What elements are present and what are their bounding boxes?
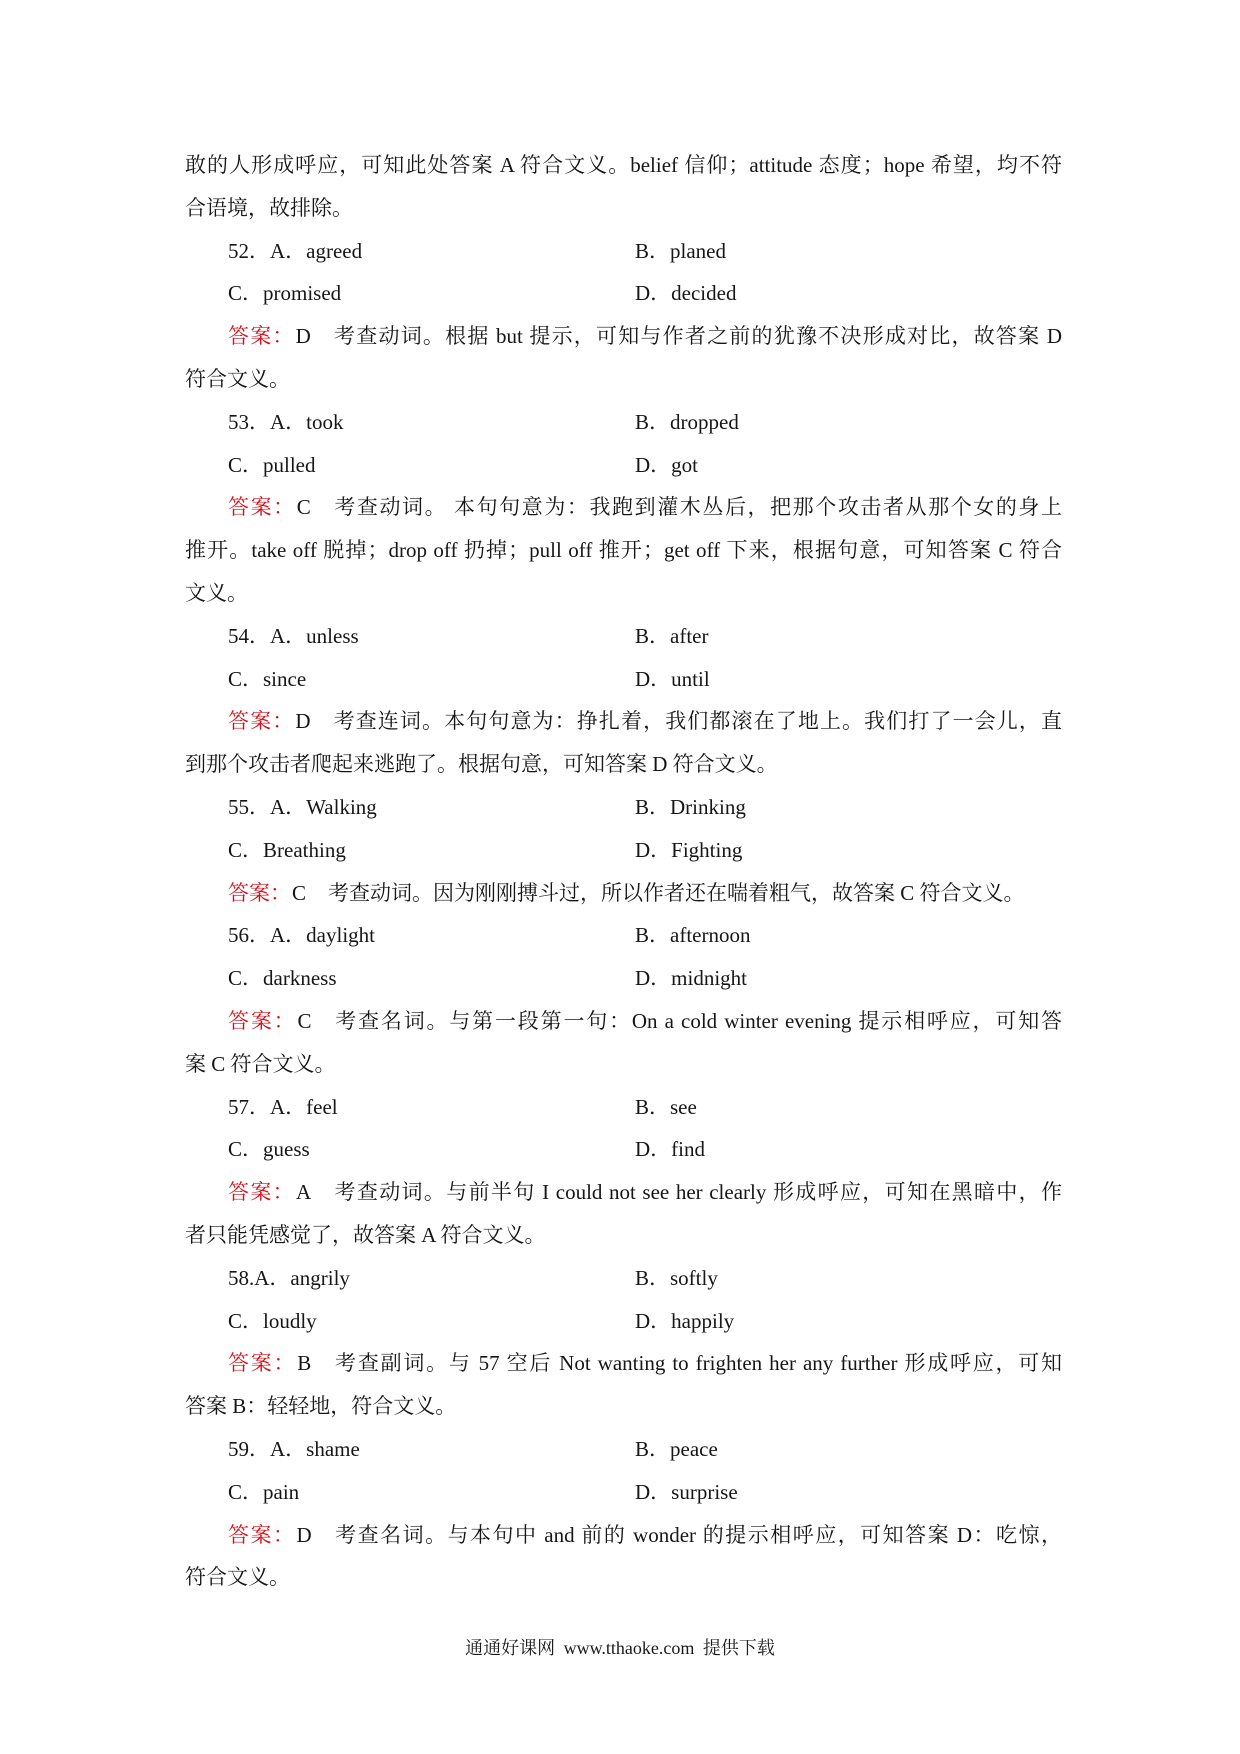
- answer-label: 答案：: [228, 324, 295, 349]
- option-d: D．find: [635, 1137, 705, 1162]
- option-row: [185, 914, 1062, 957]
- answer-key: D: [295, 709, 311, 734]
- option-b: B．Drinking: [635, 794, 746, 819]
- option-row: [185, 401, 1062, 444]
- option-c: C．guess: [228, 1137, 310, 1162]
- option-row: [185, 658, 1062, 701]
- continued-paragraph: [185, 144, 1062, 230]
- answer-label: 答案：: [228, 709, 295, 734]
- option-a: [228, 914, 375, 957]
- option-d: D．got: [635, 452, 698, 477]
- explanation-text: 到那个攻击者爬起来逃跑了。根据句意，可知答案 D 符合文义。: [185, 752, 778, 777]
- answer-label: 答案：: [228, 1522, 296, 1547]
- option-a-text: A．took: [270, 409, 344, 434]
- answer-line: [185, 1000, 1062, 1043]
- answer-line: [185, 1514, 1062, 1557]
- option-c: C．Breathing: [228, 837, 346, 862]
- option-a-text: A．feel: [270, 1094, 338, 1119]
- option-a-text: A．shame: [270, 1436, 360, 1461]
- question-block: [185, 786, 1062, 914]
- answer-key: A: [296, 1180, 312, 1205]
- option-a-text: A．Walking: [270, 794, 377, 819]
- answer-key: C: [292, 880, 307, 905]
- answer-line: [185, 1171, 1062, 1214]
- paragraph-line: [185, 187, 1062, 230]
- option-row: [185, 1471, 1062, 1514]
- question-block: [185, 914, 1062, 1085]
- option-d: D．midnight: [635, 966, 748, 991]
- question-block: [185, 1257, 1062, 1428]
- question-number: 54．: [228, 623, 270, 648]
- option-row: [185, 1128, 1062, 1171]
- option-row: [185, 444, 1062, 487]
- option-c: C．pain: [228, 1479, 300, 1504]
- question-block: [185, 1428, 1062, 1599]
- answer-key: B: [297, 1351, 312, 1376]
- answer-line: [185, 1342, 1062, 1385]
- explanation-text: 符合文义。: [185, 1565, 290, 1590]
- question-block: [185, 230, 1062, 401]
- explanation-text: 者只能凭感觉了，故答案 A 符合文义。: [185, 1222, 546, 1247]
- question-block: [185, 1086, 1062, 1257]
- explanation-line: [185, 1043, 1062, 1086]
- explanation-text: 推开。take off 脱掉；drop off 扔掉；pull off 推开；get off 下来，根据句意，可知答案 C 符合: [185, 538, 1062, 563]
- option-c: C．pulled: [228, 452, 316, 477]
- explanation-text: 考查动词。因为刚刚搏斗过，所以作者还在喘着粗气，故答案 C 符合文义。: [328, 880, 1025, 905]
- option-d: D．Fighting: [635, 837, 743, 862]
- option-d: D．happily: [635, 1308, 735, 1333]
- explanation-text: 考查动词。与前半句 I could not see her clearly 形成呼应，可知在黑暗中，作: [333, 1180, 1063, 1205]
- explanation-line: [185, 358, 1062, 401]
- explanation-line: [185, 1556, 1062, 1599]
- explanation-text: 符合文义。: [185, 366, 290, 391]
- option-b: B．after: [635, 623, 709, 648]
- question-number: 55．: [228, 794, 270, 819]
- answer-line: [185, 872, 1062, 915]
- question-number: 57．: [228, 1094, 270, 1119]
- question-number: 56．: [228, 923, 270, 948]
- explanation-line: [185, 743, 1062, 786]
- question-number: 59．: [228, 1436, 270, 1461]
- option-a: [228, 786, 377, 829]
- answer-label: 答案：: [228, 1008, 297, 1033]
- option-c: C．darkness: [228, 966, 337, 991]
- explanation-text: 考查连词。本句句意为：挣扎着，我们都滚在了地上。我们打了一会儿，直: [332, 709, 1063, 734]
- option-row: [185, 272, 1062, 315]
- answer-label: 答案：: [228, 495, 296, 520]
- option-row: [185, 615, 1062, 658]
- option-b: B．peace: [635, 1436, 718, 1461]
- option-b: B．afternoon: [635, 923, 751, 948]
- question-block: [185, 615, 1062, 786]
- answer-label: 答案：: [228, 1180, 296, 1205]
- option-row: [185, 1257, 1062, 1300]
- answer-explanation-body: [185, 144, 1062, 1599]
- page-footer: 通通好课网 www.tthaoke.com 提供下载: [465, 1638, 775, 1658]
- question-block: [185, 401, 1062, 615]
- answer-key: D: [296, 1522, 312, 1547]
- option-a: [228, 1086, 338, 1129]
- answer-line: [185, 315, 1062, 358]
- question-number: 53．: [228, 409, 270, 434]
- answer-label: 答案：: [228, 1351, 297, 1376]
- option-a: [228, 1257, 350, 1300]
- answer-line: [185, 486, 1062, 529]
- option-a-text: A．agreed: [270, 238, 363, 263]
- explanation-text: 答案 B：轻轻地，符合文义。: [185, 1394, 457, 1419]
- explanation-text: 文义。: [185, 580, 248, 605]
- option-a-text: A．unless: [270, 623, 359, 648]
- answer-label: 答案：: [228, 880, 291, 905]
- option-a: [228, 1428, 360, 1471]
- explanation-text: 考查名词。与第一段第一句：On a cold winter evening 提示相呼应，可知答: [333, 1008, 1063, 1033]
- option-a: [228, 230, 362, 273]
- option-c: C．promised: [228, 281, 342, 306]
- option-a-text: A．angrily: [254, 1265, 350, 1290]
- explanation-line: [185, 1385, 1062, 1428]
- explanation-text: 考查动词。 本句句意为：我跑到灌木丛后，把那个攻击者从那个女的身上: [332, 495, 1063, 520]
- paragraph-line: [185, 144, 1062, 187]
- explanation-line: [185, 1214, 1062, 1257]
- option-a: [228, 401, 344, 444]
- explanation-text: 考查名词。与本句中 and 前的 wonder 的提示相呼应，可知答案 D：吃惊，: [333, 1522, 1062, 1547]
- option-row: [185, 1086, 1062, 1129]
- paragraph-text: 敢的人形成呼应，可知此处答案 A 符合文义。belief 信仰；attitude 态度；hope 希望，均不符: [185, 153, 1062, 177]
- explanation-text: 考查动词。根据 but 提示，可知与作者之前的犹豫不决形成对比，故答案 D: [332, 324, 1062, 349]
- option-d: D．surprise: [635, 1479, 738, 1504]
- answer-key: D: [295, 324, 311, 349]
- option-d: D．decided: [635, 281, 737, 306]
- answer-line: [185, 700, 1062, 743]
- question-number: 52．: [228, 238, 270, 263]
- option-row: [185, 1300, 1062, 1343]
- option-row: [185, 786, 1062, 829]
- option-row: [185, 230, 1062, 273]
- explanation-line: [185, 572, 1062, 615]
- option-c: C．since: [228, 666, 307, 691]
- option-c: C．loudly: [228, 1308, 317, 1333]
- option-row: [185, 957, 1062, 1000]
- answer-key: C: [297, 1008, 312, 1033]
- answer-key: C: [296, 495, 311, 520]
- option-row: [185, 829, 1062, 872]
- option-b: B．planed: [635, 238, 726, 263]
- paragraph-text: 合语境，故排除。: [185, 195, 353, 220]
- option-b: B．dropped: [635, 409, 739, 434]
- explanation-line: [185, 529, 1062, 572]
- question-number: 58.: [228, 1265, 255, 1290]
- option-b: B．softly: [635, 1265, 718, 1290]
- option-a-text: A．daylight: [270, 923, 375, 948]
- option-d: D．until: [635, 666, 710, 691]
- option-row: [185, 1428, 1062, 1471]
- explanation-text: 考查副词。与 57 空后 Not wanting to frighten her any further 形成呼应，可知: [333, 1351, 1063, 1376]
- option-a: [228, 615, 359, 658]
- explanation-text: 案 C 符合文义。: [185, 1051, 336, 1076]
- option-b: B．see: [635, 1094, 697, 1119]
